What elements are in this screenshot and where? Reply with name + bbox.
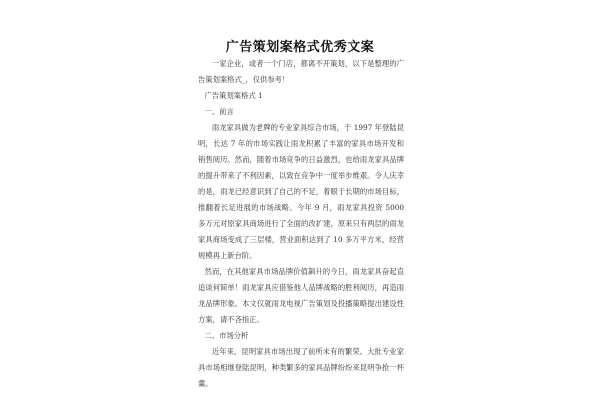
intro-paragraph: 一家企业，或者一个门店，都离不开策划，以下是整理的广告策划案格式_，仅供参考！ — [198, 59, 404, 84]
section-heading-market-analysis: 二、市场分析 — [204, 331, 249, 340]
section-heading-preface: 一、前言 — [204, 107, 234, 116]
market-analysis-paragraph-1: 近年来，昆明家具市场出现了前所未有的繁荣。大批专业家具市场相继登陆昆明，种类繁多的家具品牌纷纷来昆明争抢一杯羹。 — [198, 347, 404, 388]
preface-paragraph-1: 雨龙家具做为老牌的专业家具综合市场，于 1997 年登陆昆明，长达 7 年的市场实践让雨龙积累了丰富的家具市场开发和销售阅历。然而，随着市场竞争的日益激烈，也给雨龙家具品牌的提升带来了不利因素，以致在竞争中一度举步维艰。令人庆幸的是，雨龙已经意识到了自己的不足，着眼于长期的市场目标，推翻着长足进展的市场战略。今年 9 月，雨龙家具投资 5000 多万元对原家具商场进行了全面的改扩建，原来只有两层的雨龙家具商场变成了三层楼，营业面积达到了 10 多万平方米，经营规模再上新台阶。 — [198, 123, 404, 260]
preface-paragraph-2: 然而，在其他家具市场品牌价值飙升的今日，雨龙家具奋起直追谈何简单！雨龙家具应借鉴他人品牌战略的胜利阅历，再造雨龙品牌形象。本文仅就雨龙电视广告策划及投播策略提出建设性方案，请不吝指正。 — [198, 267, 404, 324]
format-heading: 广告策划案格式 1 — [204, 91, 263, 100]
document-body — [198, 56, 404, 392]
document-title: 广告策划案格式优秀文案 — [225, 40, 375, 55]
